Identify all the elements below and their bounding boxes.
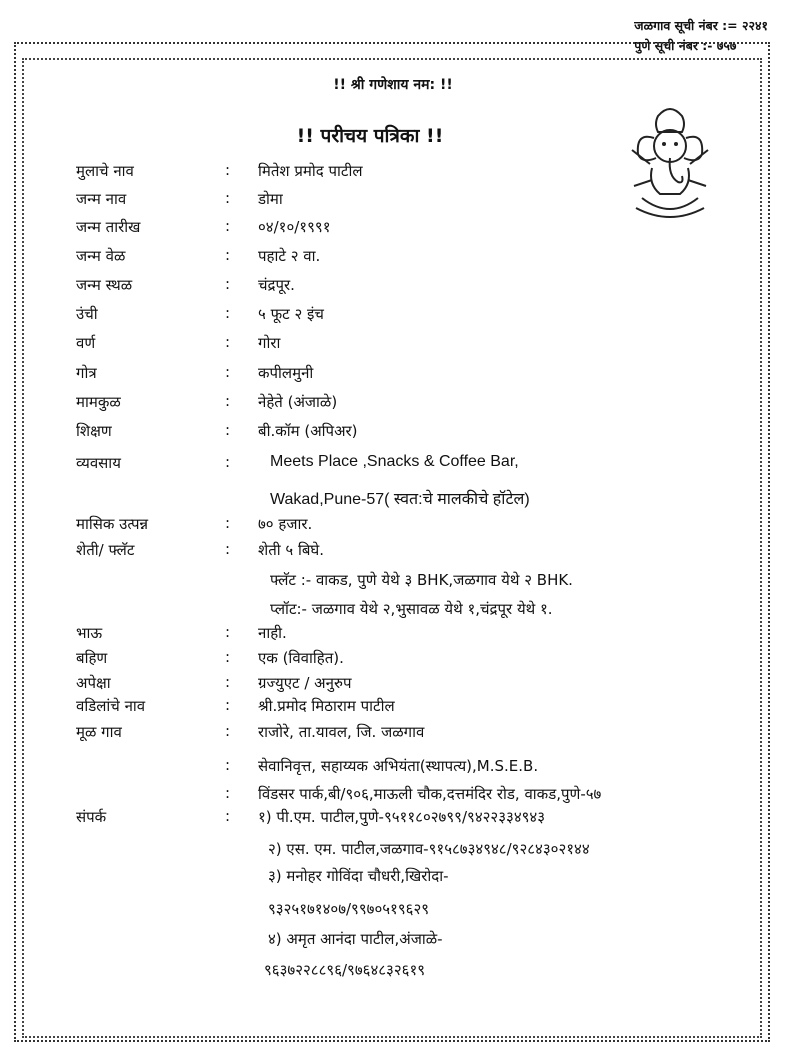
- field-label: जन्म वेळ: [76, 247, 126, 265]
- contact-2: २) एस. एम. पाटील,जळगाव-९१५८७३४९४८/९२८४३०२१४४: [268, 840, 590, 858]
- field-label: संपर्क: [76, 808, 107, 826]
- field-label: उंची: [76, 305, 98, 323]
- field-separator: :: [225, 246, 231, 264]
- jalgaon-list-number: जळगाव सूची नंबर := २२४१: [634, 18, 768, 33]
- field-value: विंडसर पार्क,बी/९०६,माऊली चौक,दत्तमंदिर रोड, वाकड,पुणे-५७: [258, 785, 602, 803]
- field-separator: :: [225, 696, 231, 714]
- contact-3-name: ३) मनोहर गोविंदा चौधरी,खिरोदा-: [268, 867, 449, 885]
- field-label: वर्ण: [76, 334, 96, 352]
- field-value: गोरा: [258, 334, 281, 352]
- field-value: नाही.: [258, 624, 287, 642]
- field-value: ०४/१०/१९९१: [258, 218, 331, 236]
- field-separator: :: [225, 275, 231, 293]
- field-value: बी.कॉम (अपिअर): [258, 422, 358, 440]
- field-separator: :: [225, 673, 231, 691]
- field-label: अपेक्षा: [76, 674, 111, 692]
- field-value: चंद्रपूर.: [258, 276, 295, 294]
- contact-3-numbers: ९३२५१७१४०७/९९७०५१९६२९: [268, 900, 430, 918]
- field-label: मामकुळ: [76, 393, 121, 411]
- contact-4-name: ४) अमृत आनंदा पाटील,अंजाळे-: [268, 930, 443, 948]
- field-label: जन्म नाव: [76, 190, 127, 208]
- field-separator: :: [225, 807, 231, 825]
- field-label: मुलाचे नाव: [76, 162, 134, 180]
- field-value: पहाटे २ वा.: [258, 247, 321, 265]
- field-separator: :: [225, 333, 231, 351]
- field-value: शेती ५ बिघे.: [258, 541, 325, 559]
- field-value: कपीलमुनी: [258, 364, 314, 382]
- pune-list-number: पुणे सूची नंबर :- ७५७: [634, 38, 737, 53]
- field-value: डोमा: [258, 190, 283, 208]
- plot-details: प्लॉट:- जळगाव येथे २,भुसावळ येथे १,चंद्रपूर येथे १.: [270, 600, 553, 618]
- field-label: शिक्षण: [76, 422, 112, 440]
- field-label: भाऊ: [76, 624, 103, 642]
- field-separator: :: [225, 392, 231, 410]
- field-label: वडिलांचे नाव: [76, 697, 146, 715]
- field-separator: :: [225, 304, 231, 322]
- field-separator: :: [225, 540, 231, 558]
- field-value: ७० हजार.: [258, 515, 313, 533]
- field-separator: :: [225, 189, 231, 207]
- field-separator: :: [225, 453, 231, 471]
- field-separator: :: [225, 648, 231, 666]
- field-value: ५ फूट २ इंच: [258, 305, 324, 323]
- field-value: नेहेते (अंजाळे): [258, 393, 338, 411]
- field-value: ग्रज्युएट / अनुरुप: [258, 674, 352, 692]
- field-value: Meets Place ,Snacks & Coffee Bar,: [270, 453, 519, 470]
- field-label: गोत्र: [76, 364, 97, 382]
- field-label: बहिण: [76, 649, 108, 667]
- field-separator: :: [225, 217, 231, 235]
- field-value: एक (विवाहित).: [258, 649, 344, 667]
- field-separator: :: [225, 784, 231, 802]
- field-value: मितेश प्रमोद पाटील: [258, 162, 363, 180]
- contact-4-numbers: ९६३७२२८८९६/९७६४८३२६१९: [264, 961, 426, 979]
- field-label: जन्म तारीख: [76, 218, 141, 236]
- field-value: श्री.प्रमोद मिठाराम पाटील: [258, 697, 395, 715]
- field-separator: :: [225, 514, 231, 532]
- page-title: !! परीचय पत्रिका !!: [296, 125, 444, 147]
- field-value: सेवानिवृत्त, सहाय्यक अभियंता(स्थापत्य),M.S.E.B.: [258, 757, 539, 775]
- field-separator: :: [225, 421, 231, 439]
- field-label: मासिक उत्पन्न: [76, 515, 149, 533]
- invocation-heading: !! श्री गणेशाय नम: !!: [333, 77, 453, 93]
- field-label: शेती/ फ्लॅट: [76, 541, 135, 559]
- field-label: जन्म स्थळ: [76, 276, 133, 294]
- field-separator: :: [225, 623, 231, 641]
- field-separator: :: [225, 722, 231, 740]
- field-separator: :: [225, 363, 231, 381]
- field-separator: :: [225, 161, 231, 179]
- field-label: मूळ गाव: [76, 723, 122, 741]
- flat-details: फ्लॅट :- वाकड, पुणे येथे ३ BHK,जळगाव येथे २ BHK.: [270, 571, 573, 589]
- field-separator: :: [225, 756, 231, 774]
- field-label: व्यवसाय: [76, 454, 121, 472]
- field-value: राजोरे, ता.यावल, जि. जळगाव: [258, 723, 425, 741]
- ganesha-illustration: [620, 102, 720, 226]
- occupation-continuation: Wakad,Pune-57( स्वत:चे मालकीचे हॉटेल): [270, 491, 530, 508]
- field-value: १) पी.एम. पाटील,पुणे-९५११८०२७९९/९४२२३३४९४३: [258, 808, 546, 826]
